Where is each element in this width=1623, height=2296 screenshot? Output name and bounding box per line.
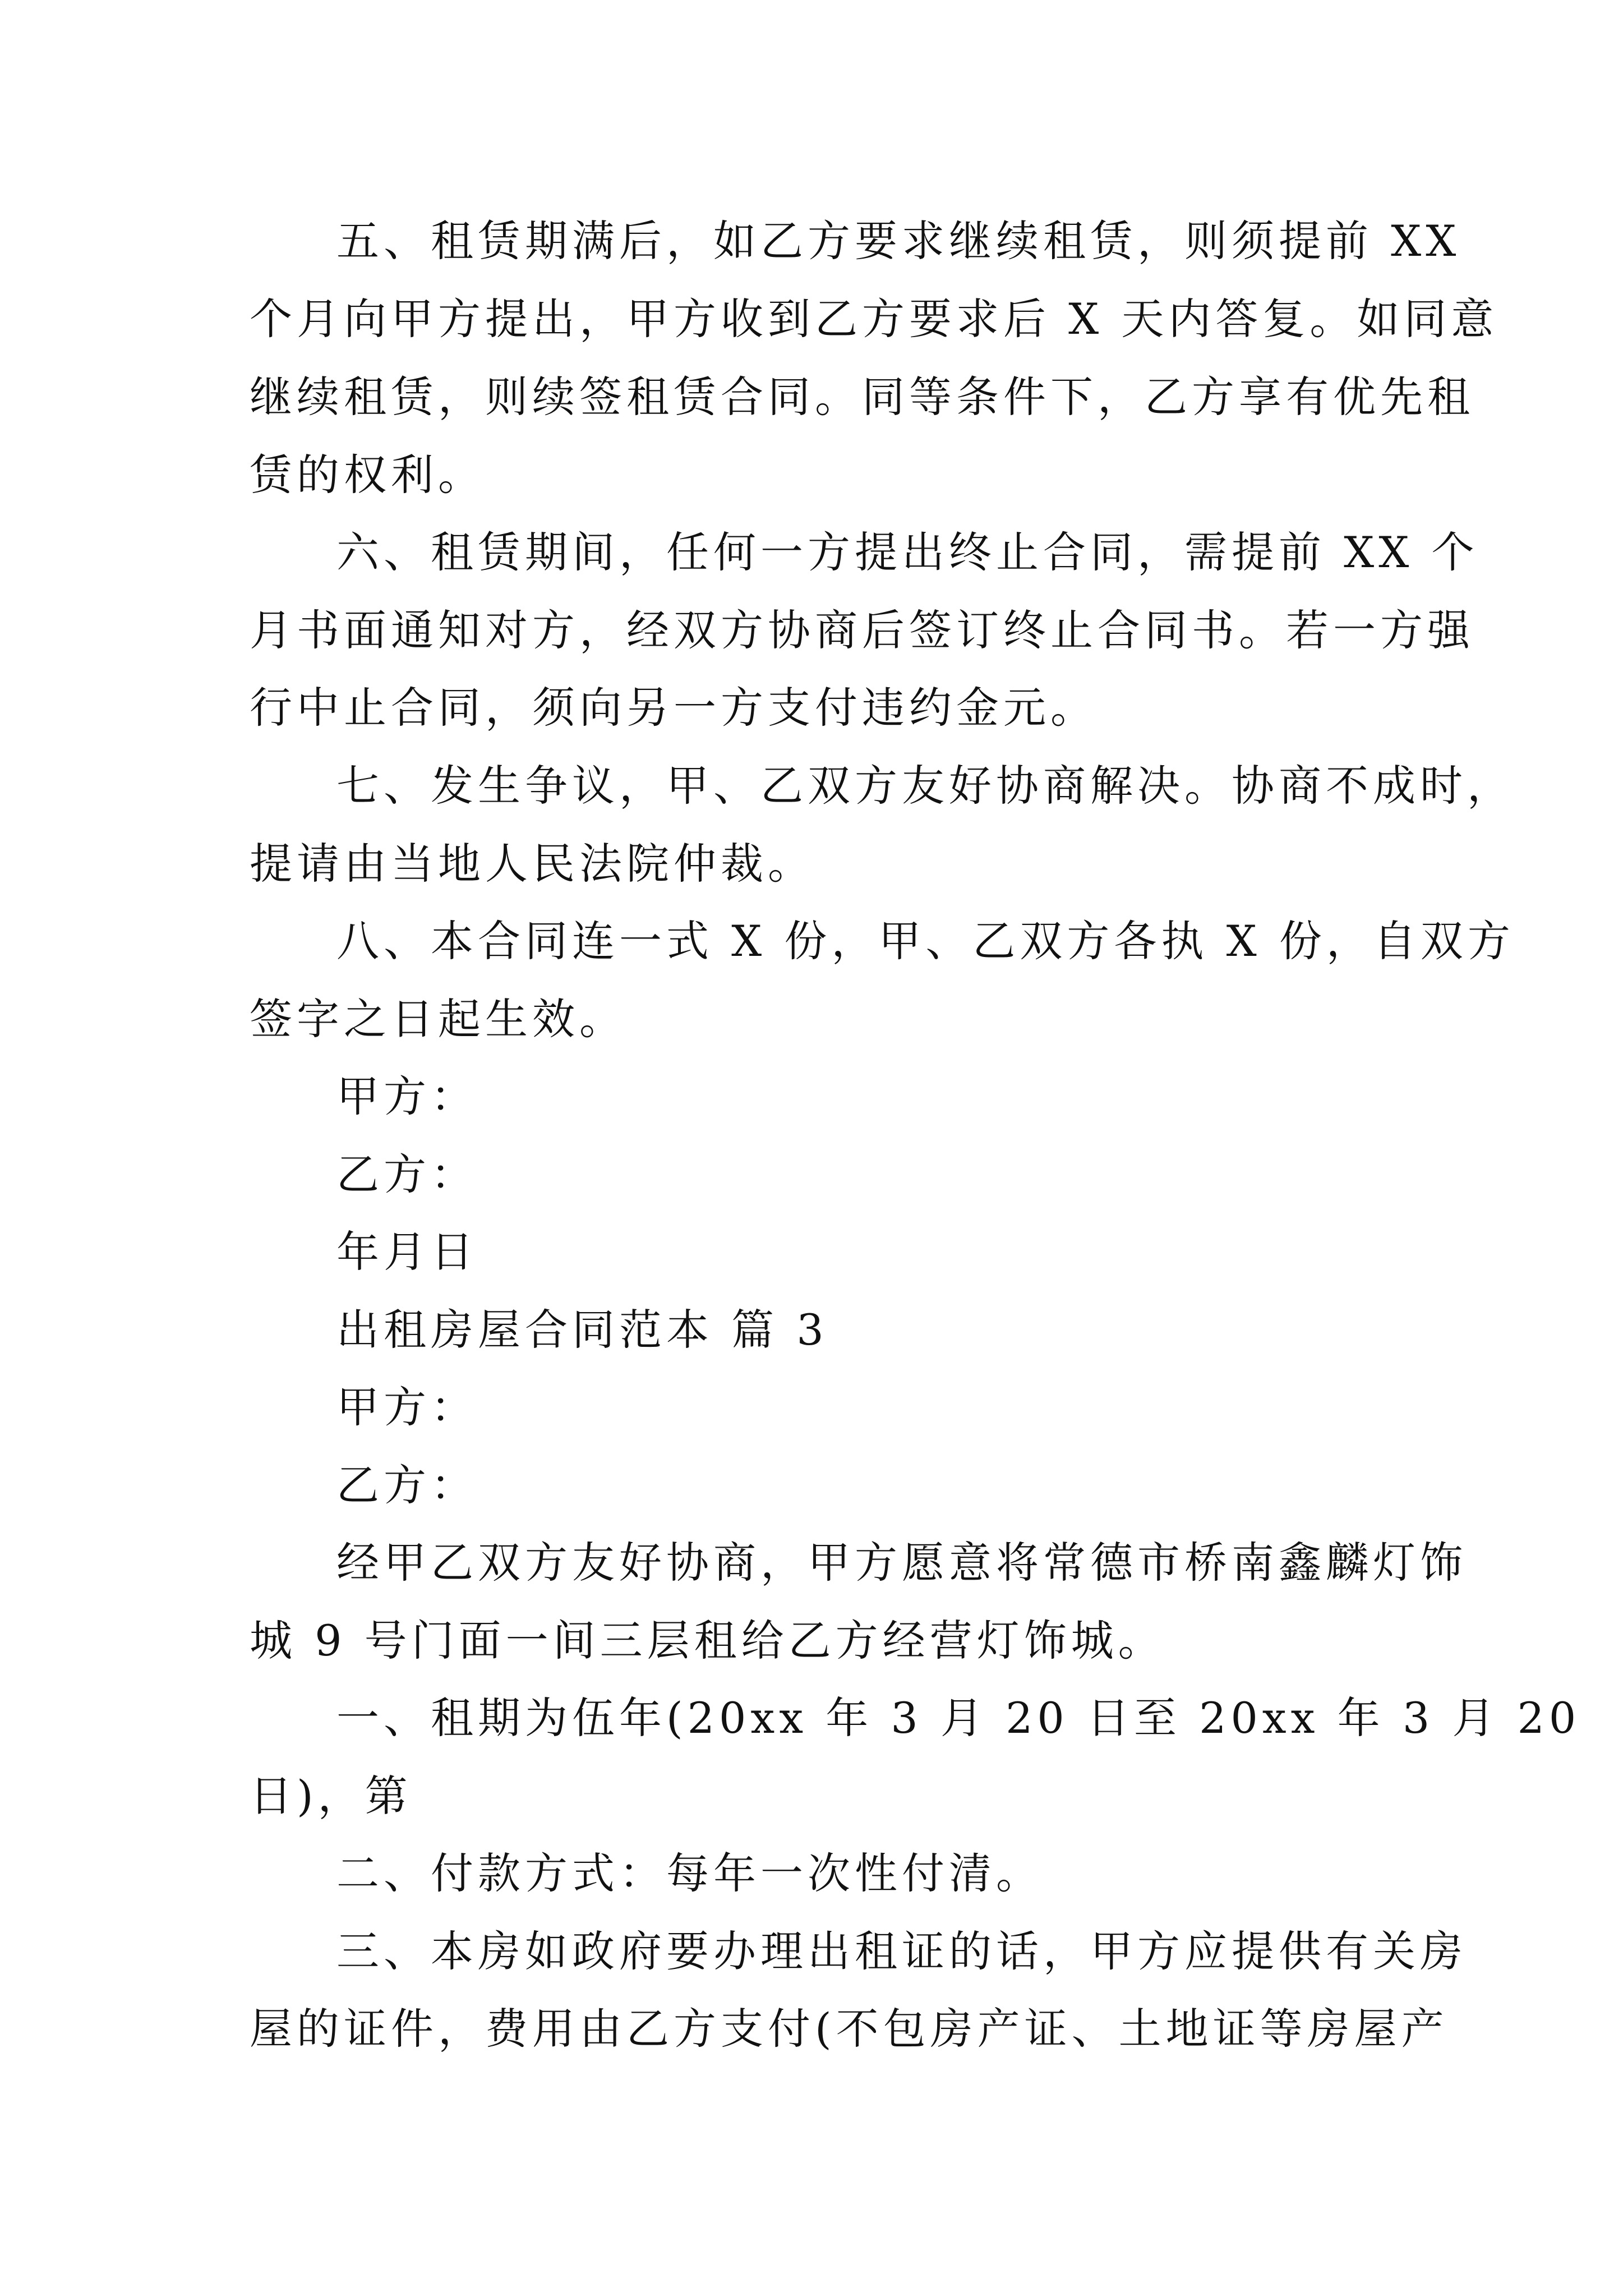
- clause-5-line-2: 个月向甲方提出，甲方收到乙方要求后 X 天内答复。如同意: [250, 294, 1498, 344]
- section-heading: 出租房屋合同范本 篇 3: [336, 1305, 828, 1355]
- term-clause-line-2: 日)，第: [250, 1771, 412, 1821]
- clause-5-line-1: 五、租赁期满后，如乙方要求继续租赁，则须提前 XX: [336, 216, 1461, 266]
- certificate-clause-line-2: 屋的证件，费用由乙方支付(不包房产证、土地证等房屋产: [250, 2004, 1449, 2054]
- clause-6-line-3: 行中止合同，须向另一方支付违约金元。: [250, 683, 1098, 733]
- date-line: 年月日: [336, 1227, 478, 1277]
- party-b-label: 乙方：: [336, 1149, 478, 1199]
- intro-line-1: 经甲乙双方友好协商，甲方愿意将常德市桥南鑫麟灯饰: [336, 1538, 1467, 1588]
- clause-7-line-2: 提请由当地人民法院仲裁。: [250, 839, 815, 889]
- clause-7-line-1: 七、发生争议，甲、乙双方友好协商解决。协商不成时，: [336, 761, 1514, 811]
- clause-8-line-1: 八、本合同连一式 X 份，甲、乙双方各执 X 份，自双方: [336, 916, 1515, 966]
- clause-6-line-2: 月书面通知对方，经双方协商后签订终止合同书。若一方强: [250, 605, 1474, 655]
- payment-clause: 二、付款方式：每年一次性付清。: [336, 1848, 1043, 1898]
- clause-5-line-4: 赁的权利。: [250, 450, 485, 500]
- clause-8-line-2: 签字之日起生效。: [250, 994, 626, 1044]
- clause-6-line-1: 六、租赁期间，任何一方提出终止合同，需提前 XX 个: [336, 527, 1479, 577]
- clause-5-line-3: 继续租赁，则续签租赁合同。同等条件下，乙方享有优先租: [250, 372, 1474, 422]
- party-a-label-2: 甲方：: [336, 1382, 478, 1432]
- intro-line-2: 城 9 号门面一间三层租给乙方经营灯饰城。: [250, 1616, 1165, 1665]
- party-b-label-2: 乙方：: [336, 1460, 478, 1510]
- certificate-clause-line-1: 三、本房如政府要办理出租证的话，甲方应提供有关房: [336, 1926, 1467, 1976]
- party-a-label: 甲方：: [336, 1071, 478, 1121]
- term-clause-line-1: 一、租期为伍年(20xx 年 3 月 20 日至 20xx 年 3 月 20: [336, 1693, 1581, 1743]
